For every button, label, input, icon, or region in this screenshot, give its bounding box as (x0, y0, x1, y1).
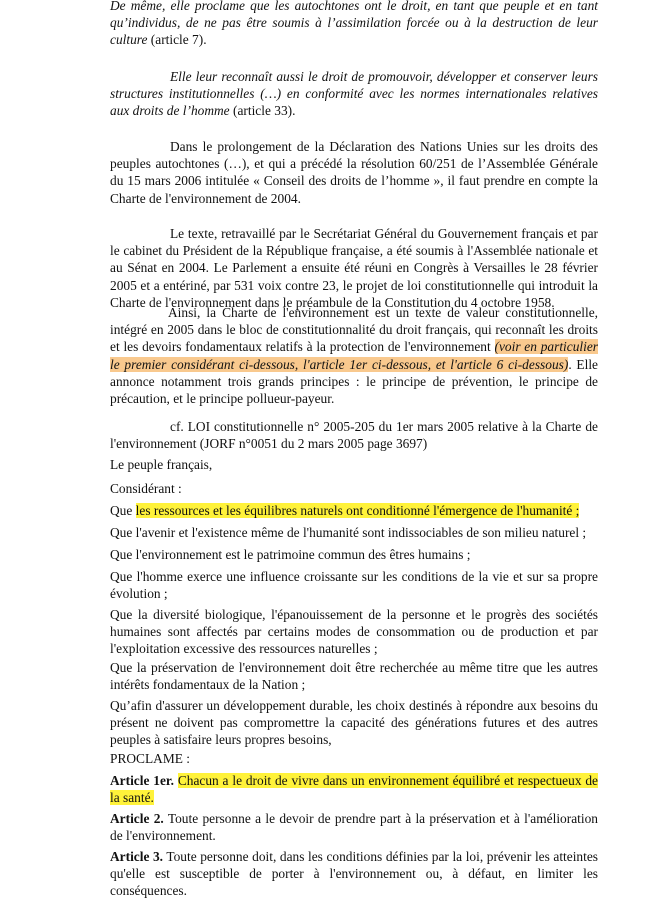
highlight-yellow-article-1: Chacun a le droit de vivre dans un environnement équilibré et respectueux de la santé. (110, 773, 598, 806)
line-proclame: PROCLAME : (110, 751, 190, 766)
considerant-3: Que l'environnement est le patrimoine commun des êtres humains ; (110, 547, 471, 562)
line-peuple-francais: Le peuple français, (110, 457, 213, 472)
considerant-5: Que la diversité biologique, l'épanouissement de la personne et le progrès des sociétés humaines sont affectés par certains modes de consommation ou de production et par l'exploitation excessive des ressources naturelles ; (110, 607, 598, 657)
paragraph-ainsi (110, 304, 598, 407)
article-2-text: Toute personne a le devoir de prendre part à la préservation et à l'amélioration de l'environnement. (110, 811, 598, 844)
considerant-6: Que la préservation de l'environnement doit être recherchée au même titre que les autres intérêts fondamentaux de la Nation ; (110, 660, 598, 693)
ref-article-7: (article 7). (147, 32, 207, 48)
article-2 (110, 810, 598, 844)
paragraph-texte: Le texte, retravaillé par le Secrétariat Général du Gouvernement français et par le cabinet du Président de la République française, a été soumis à l'Assemblée nationale et au Sénat en 2004. Le Parlement a ensuite été réuni en Congrès à Versailles le 28 février 2005 et a entériné, par 531 voix contre 23, le projet de loi constitutionnelle qui introduit la Charte de l'environnement dans le préambule de la Constitution du 4 octobre 1958. (110, 226, 598, 310)
highlight-orange: (voir en particulier le premier considérant ci-dessous, l'article 1er ci-dessous, et l'article 6 ci-dessous) (110, 339, 598, 372)
article-2-label: Article 2. (110, 811, 164, 826)
quote-article-7: De même, elle proclame que les autochtones ont le droit, en tant que peuple et en tant qu’individus, de ne pas être soumis à l’assimilation forcée ou à la destruction de leur culture (110, 0, 598, 48)
paragraph-article-33 (110, 68, 598, 120)
article-1-label: Article 1er. (110, 773, 174, 788)
considerant-7: Qu’afin d'assurer un développement durable, les choix destinés à répondre aux besoins du présent ne doivent pas compromettre la capacité des générations futures et des autres peuples à satisfaire leurs propres besoins, (110, 698, 598, 748)
paragraph-article-7 (110, 0, 598, 49)
considerant-1 (110, 502, 598, 519)
ainsi-start: Ainsi, la Charte de l'environnement est un texte de valeur constitutionnelle, intégré en 2005 dans le bloc de constitutionnalité du droit français, qui reconnaît les droits et les devoirs fondamentaux relatifs à la protection de l'environnement (110, 305, 598, 355)
considerant-1-que: Que (110, 503, 136, 518)
paragraph-declaration: Dans le prolongement de la Déclaration des Nations Unies sur les droits des peuples autochtones (…), et qui a précédé la résolution 60/251 de l’Assemblée Générale du 15 mars 2006 intitulée « Conseil des droits de l’homme », il faut prendre en compte la Charte de l'environnement de 2004. (110, 139, 598, 206)
paragraph-cf-loi: cf. LOI constitutionnelle n° 2005-205 du 1er mars 2005 relative à la Charte de l'environnement (JORF n°0051 du 2 mars 2005 page 3697) (110, 419, 598, 452)
highlight-yellow-considerant: les ressources et les équilibres naturels ont conditionné l'émergence de l'humanité ; (135, 503, 580, 518)
article-1 (110, 772, 598, 806)
article-3-text: Toute personne doit, dans les conditions définies par la loi, prévenir les atteintes qu'elle est susceptible de porter à l'environnement ou, à défaut, en limiter les conséquences. (110, 849, 599, 899)
article-3-label: Article 3. (110, 849, 164, 864)
article-3 (110, 848, 598, 900)
line-considerant: Considérant : (110, 481, 182, 496)
considerant-4: Que l'homme exerce une influence croissante sur les conditions de la vie et sur sa propre évolution ; (110, 569, 598, 602)
ref-article-33: (article 33). (229, 103, 296, 119)
considerant-2: Que l'avenir et l'existence même de l'humanité sont indissociables de son milieu naturel ; (110, 525, 587, 540)
ainsi-end: . Elle annonce notamment trois grands principes : le principe de prévention, le principe de précaution, et le principe pollueur-payeur. (110, 356, 598, 407)
quote-article-33: Elle leur reconnaît aussi le droit de promouvoir, développer et conserver leurs structures institutionnelles (…) en conformité avec les normes internationales relatives aux droits de l’homme (110, 69, 598, 119)
